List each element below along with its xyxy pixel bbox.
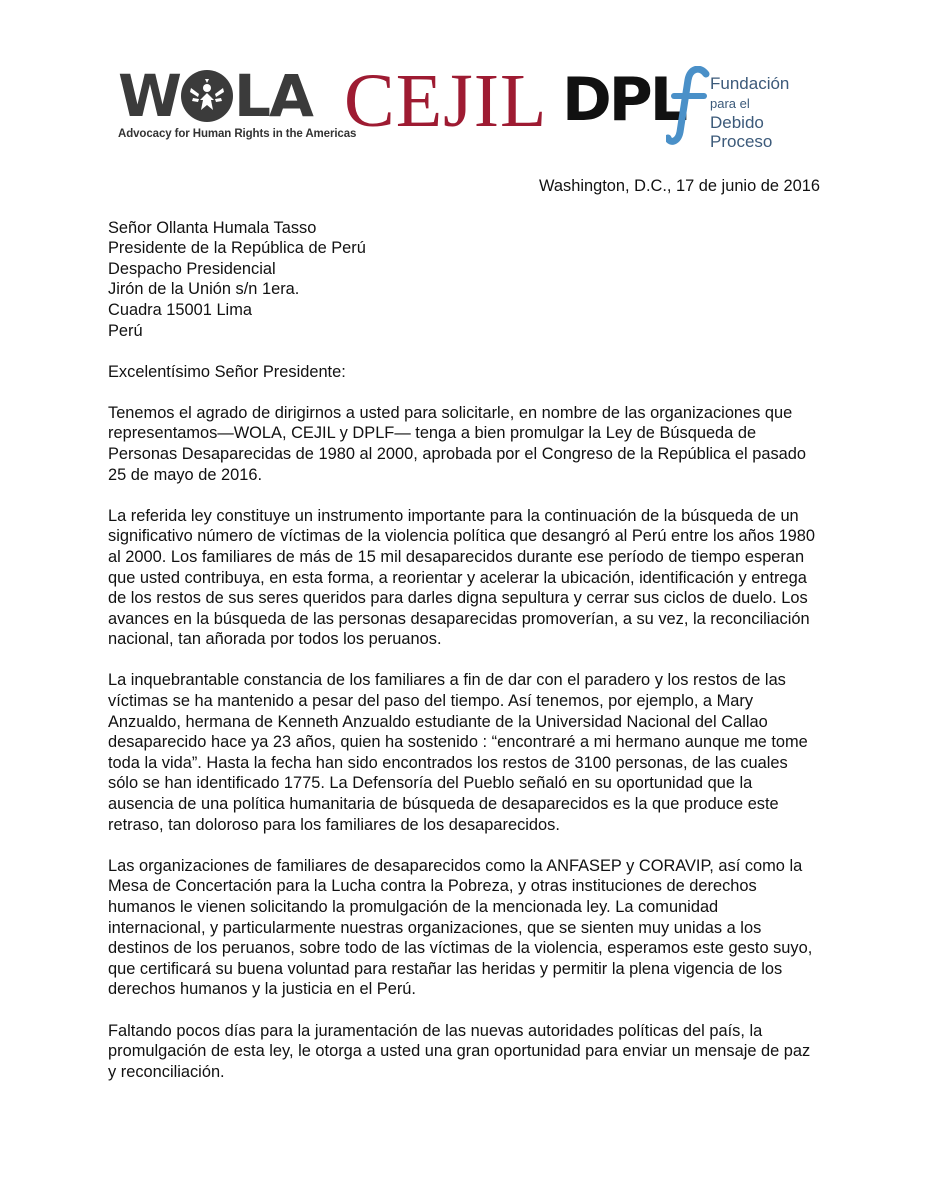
dplf-letters: DPL <box>562 65 686 135</box>
dplf-line-2 <box>710 93 789 132</box>
dplf-f-icon <box>666 66 712 151</box>
dplf-line-1: Fundación <box>710 74 790 93</box>
cejil-logo: CEJIL <box>344 59 548 143</box>
address-line: Señor Ollanta Humala Tasso <box>108 218 317 237</box>
body-paragraph: Tenemos el agrado de dirigirnos a usted para solicitarle, en nombre de las organizaciones que representamos—WOLA, CEJIL y DPLF— tenga a bien promulgar la Ley de Búsqueda de Personas Desaparecidas de 1980 al 2000, aprobada por el Congreso de la República el pasado 25 de mayo de 2016. <box>108 403 806 484</box>
address-line: Presidente de la República de Perú <box>108 239 366 258</box>
wola-emblem-icon <box>181 70 233 122</box>
letter-date: Washington, D.C., 17 de junio de 2016 <box>539 177 820 195</box>
body-paragraph: La referida ley constituye un instrumento importante para la continuación de la búsqueda de un significativo número de víctimas de la violencia política que desangró al Perú entre los años 1980 al 2000. Los familiares de más de 15 mil desaparecidos durante ese período de tiempo esperan que usted contribuya, en esta forma, a reorientar y acelerar la ubicación, identificación y entrega de los restos de sus seres queridos para darles digna sepultura y cerrar sus ciclos de duelo. Los avances en la búsqueda de las personas desaparecidas promoverían, a su vez, la reconciliación nacional, tan añorada por todos los peruanos. <box>108 506 816 649</box>
dplf-line-3: Proceso <box>710 132 773 151</box>
wola-tagline: Advocacy for Human Rights in the Americas <box>118 128 357 140</box>
dplf-org-name <box>710 74 789 151</box>
wola-logo <box>118 62 357 140</box>
body-paragraph: Faltando pocos días para la juramentación de las nuevas autoridades políticas del país, la promulgación de esta ley, le otorga a usted una gran oportunidad para enviar un mensaje de paz y reconciliación. <box>108 1021 811 1081</box>
dplf-line-2a: para el <box>710 96 750 111</box>
address-line: Jirón de la Unión s/n 1era. <box>108 280 300 299</box>
wola-letter-w: W <box>118 62 180 130</box>
wola-wordmark <box>118 62 356 130</box>
letter-body <box>108 176 820 1103</box>
wola-letters-la: LA <box>233 62 312 130</box>
body-paragraph: Las organizaciones de familiares de desaparecidos como la ANFASEP y CORAVIP, así como la Mesa de Concertación para la Lucha contra la Pobreza, y otras instituciones de derechos humanos le vienen solicitando la promulgación de la mencionada ley. La comunidad internacional, y particularmente nuestras organizaciones, que se sienten muy unidas a los destinos de los peruanos, sobre todo de las víctimas de la violencia, esperamos este gesto suyo, que certificará su buena voluntad para restañar las heridas y permitir la plena vigencia de los derechos humanos y la justicia en el Perú. <box>108 856 813 999</box>
dplf-logo <box>562 65 790 151</box>
letterhead-logos <box>0 0 927 150</box>
body-paragraph: La inquebrantable constancia de los familiares a fin de dar con el paradero y los restos de las víctimas se ha mantenido a pesar del paso del tiempo. Así tenemos, por ejemplo, a Mary Anzualdo, hermana de Kenneth Anzualdo estudiante de la Universidad Nacional del Callao desaparecido hace ya 23 años, quien ha sostenido : “encontraré a mi hermano aunque me tome toda la vida”. Hasta la fecha han sido encontrados los restos de 3100 personas, de las cuales sólo se han identificado 1775. La Defensoría del Pueblo señaló en su oportunidad que la ausencia de una política humanitaria de búsqueda de desaparecidos es la que produce este retraso, tan doloroso para los familiares de los desaparecidos. <box>108 671 808 834</box>
address-line: Cuadra 15001 Lima <box>108 300 252 319</box>
address-line: Despacho Presidencial <box>108 259 276 278</box>
dplf-line-2b: Debido <box>710 113 764 132</box>
recipient-address <box>108 218 820 342</box>
address-line: Perú <box>108 321 143 340</box>
salutation: Excelentísimo Señor Presidente: <box>108 363 346 382</box>
